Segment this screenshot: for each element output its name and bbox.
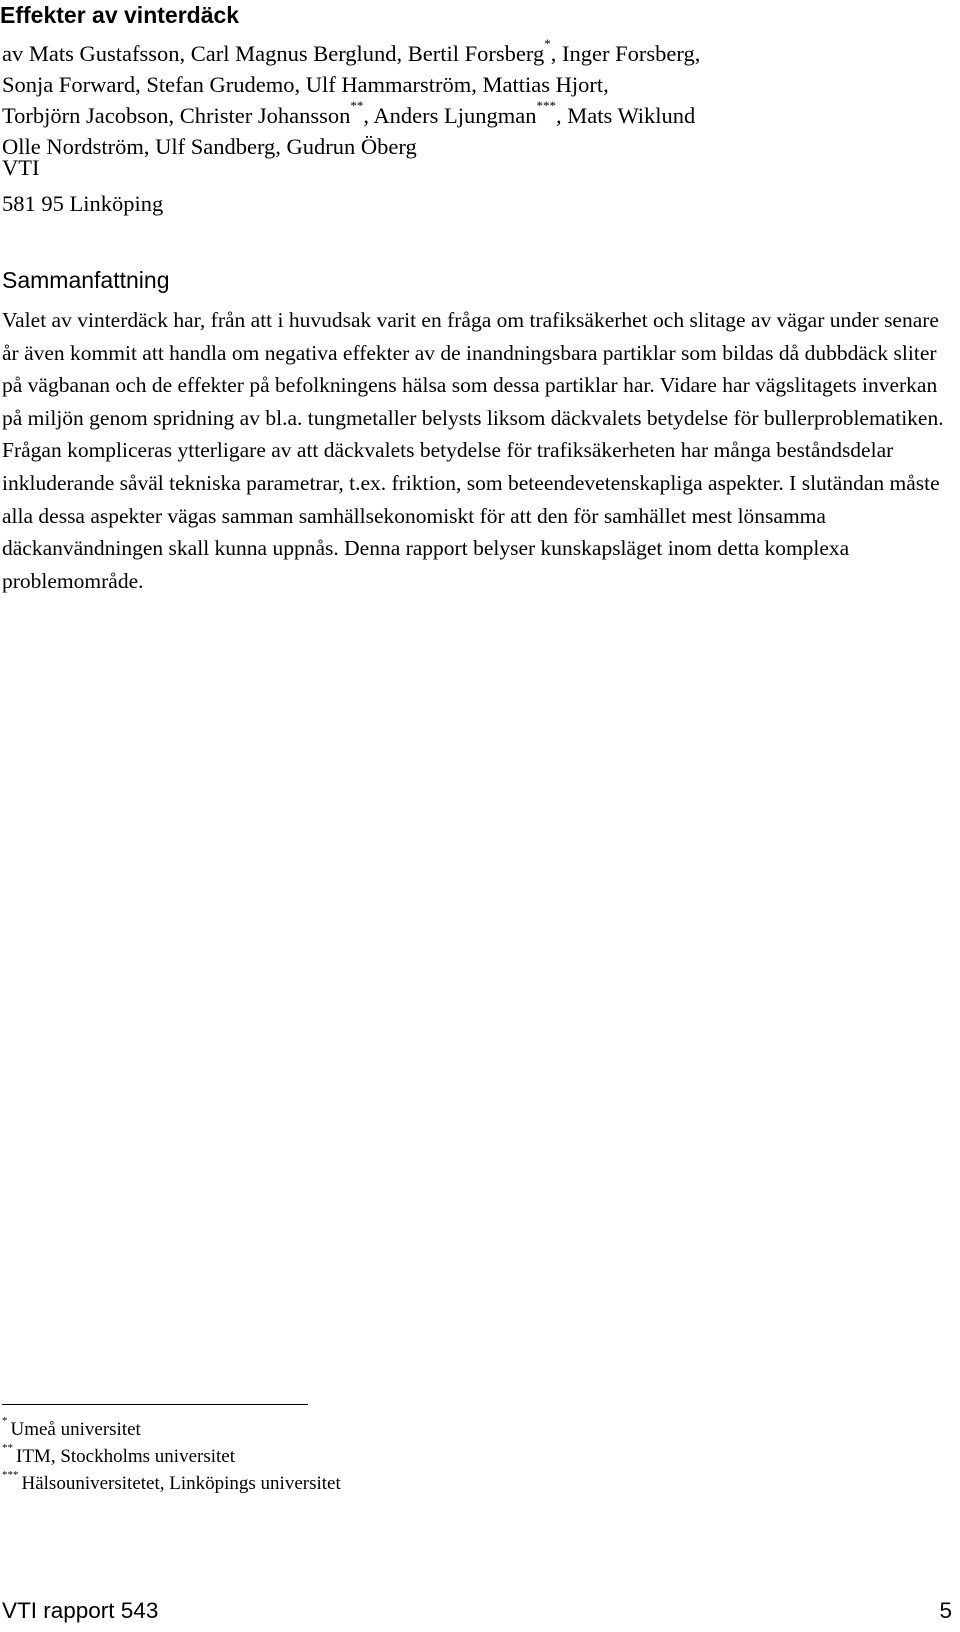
- page-number: 5: [939, 1598, 952, 1623]
- footnote-item: ** ITM, Stockholms universitet: [2, 1442, 236, 1467]
- author-line-4: Olle Nordström, Ulf Sandberg, Gudrun Öberg: [2, 134, 417, 159]
- author-line-3: Torbjörn Jacobson, Christer Johansson**, Anders Ljungman***, Mats Wiklund: [2, 98, 696, 128]
- footnote-item: *** Hälsouniversitetet, Linköpings universitet: [2, 1469, 341, 1494]
- report-name: VTI rapport 543: [2, 1598, 159, 1623]
- footnote-item: * Umeå universitet: [2, 1415, 141, 1440]
- footnote-mark: *: [544, 36, 551, 51]
- document-title: Effekter av vinterdäck: [0, 2, 240, 28]
- page-footer: [2, 1596, 952, 1626]
- institution-block: [2, 152, 164, 216]
- footnotes: [2, 1416, 341, 1497]
- author-line-1: av Mats Gustafsson, Carl Magnus Berglund, Bertil Forsberg*, Inger Forsberg,: [2, 36, 701, 66]
- institution-name: VTI: [2, 155, 40, 180]
- footnote-divider: [2, 1404, 308, 1405]
- footnote-mark: **: [350, 98, 364, 113]
- author-line-2: Sonja Forward, Stefan Grudemo, Ulf Hammarström, Mattias Hjort,: [2, 72, 609, 97]
- institution-address: 581 95 Linköping: [2, 191, 164, 216]
- author-list: [2, 38, 952, 162]
- footnote-mark: ***: [536, 98, 556, 113]
- summary-paragraph: Valet av vinterdäck har, från att i huvudsak varit en fråga om trafiksäkerhet och slitage av vägar under senare år även kommit att handla om negativa effekter av de inandningsbara partiklar som bildas då dubbdäck sliter på vägbanan och de effekter på befolkningens hälsa som dessa partiklar har. Vidare har vägslitagets inverkan på miljön genom spridning av bl.a. tungmetaller belysts liksom däckvalets betydelse för bullerproblematiken. Frågan kompliceras ytterligare av att däckvalets betydelse för trafiksäkerheten har många beståndsdelar inkluderande såväl tekniska parametrar, t.ex. friktion, som beteendevetenskapliga aspekter. I slutändan måste alla dessa aspekter vägas samman samhällsekonomiskt för att den för samhället mest lönsamma däckanvändningen skall kunna uppnås. Denna rapport belyser kunskapsläget inom detta komplexa problemområde.: [2, 308, 944, 593]
- section-heading: Sammanfattning: [2, 267, 170, 293]
